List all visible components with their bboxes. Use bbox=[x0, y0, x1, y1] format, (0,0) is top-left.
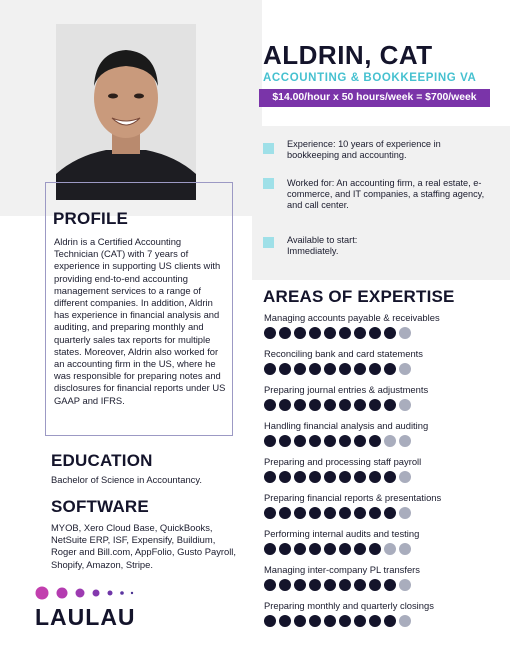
rating-dot-filled bbox=[369, 615, 381, 627]
rating-dot-filled bbox=[354, 327, 366, 339]
rating-dot-filled bbox=[384, 399, 396, 411]
rating-dot-filled bbox=[294, 471, 306, 483]
rating-dot-filled bbox=[294, 435, 306, 447]
rating-dot-filled bbox=[294, 327, 306, 339]
rating-dot-empty bbox=[384, 435, 396, 447]
skill-rating bbox=[264, 363, 411, 375]
fact-experience: Experience: 10 years of experience in bookkeeping and accounting. bbox=[287, 139, 441, 160]
rating-dot-filled bbox=[309, 471, 321, 483]
profile-heading: PROFILE bbox=[53, 209, 129, 228]
rating-dot-filled bbox=[309, 507, 321, 519]
skill-label: Managing inter-company PL transfers bbox=[264, 564, 420, 575]
rating-dot-empty bbox=[399, 399, 411, 411]
rating-dot-filled bbox=[324, 543, 336, 555]
rating-dot-filled bbox=[339, 615, 351, 627]
rating-dot-filled bbox=[309, 543, 321, 555]
rating-dot-filled bbox=[294, 543, 306, 555]
rating-dot-filled bbox=[279, 327, 291, 339]
rating-dot-filled bbox=[324, 615, 336, 627]
fact-worked-for: Worked for: An accounting firm, a real estate, e-commerce, and IT companies, a staffing agency, and call center. bbox=[287, 178, 485, 210]
skill-rating bbox=[264, 543, 411, 555]
rating-dot-filled bbox=[339, 543, 351, 555]
rating-dot-empty bbox=[399, 471, 411, 483]
rating-dot-filled bbox=[369, 579, 381, 591]
expertise-heading: AREAS OF EXPERTISE bbox=[263, 287, 455, 306]
skill-label: Preparing financial reports & presentations bbox=[264, 492, 442, 503]
rating-dot-filled bbox=[264, 579, 276, 591]
rating-dot-filled bbox=[279, 471, 291, 483]
rating-dot-empty bbox=[399, 507, 411, 519]
rating-dot-filled bbox=[384, 615, 396, 627]
rating-dot-empty bbox=[399, 327, 411, 339]
rating-dot-filled bbox=[309, 399, 321, 411]
rating-dot-filled bbox=[369, 435, 381, 447]
rating-dot-filled bbox=[309, 327, 321, 339]
rating-dot-filled bbox=[294, 579, 306, 591]
skill-label: Preparing and processing staff payroll bbox=[264, 456, 422, 467]
rating-dot-empty bbox=[399, 615, 411, 627]
fact-availability: Available to start: Immediately. bbox=[287, 235, 358, 256]
rating-dot-filled bbox=[279, 579, 291, 591]
education-heading: EDUCATION bbox=[51, 451, 153, 470]
rating-dot-filled bbox=[279, 435, 291, 447]
rating-dot-empty bbox=[399, 579, 411, 591]
rating-dot-filled bbox=[279, 543, 291, 555]
skill-rating bbox=[264, 399, 411, 411]
skill-rating bbox=[264, 327, 411, 339]
rating-dot-filled bbox=[354, 579, 366, 591]
fact-bullet-icon bbox=[263, 143, 274, 154]
rating-dot-filled bbox=[339, 327, 351, 339]
rating-dot-filled bbox=[324, 579, 336, 591]
rating-dot-filled bbox=[339, 363, 351, 375]
rating-dot-filled bbox=[264, 435, 276, 447]
rating-dot-filled bbox=[279, 507, 291, 519]
rating-dot-filled bbox=[354, 507, 366, 519]
rating-dot-empty bbox=[384, 543, 396, 555]
rating-dot-filled bbox=[384, 507, 396, 519]
rating-dot-filled bbox=[339, 579, 351, 591]
rating-dot-filled bbox=[324, 399, 336, 411]
rating-dot-filled bbox=[369, 327, 381, 339]
rating-dot-empty bbox=[399, 435, 411, 447]
skill-label: Managing accounts payable & receivables bbox=[264, 312, 440, 323]
rating-dot-filled bbox=[369, 543, 381, 555]
fact-bullet-icon bbox=[263, 237, 274, 248]
rating-dot-empty bbox=[399, 363, 411, 375]
rating-dot-filled bbox=[384, 471, 396, 483]
rating-dot-filled bbox=[384, 327, 396, 339]
rating-dot-filled bbox=[294, 399, 306, 411]
skill-label: Handling financial analysis and auditing bbox=[264, 420, 429, 431]
rating-dot-filled bbox=[309, 363, 321, 375]
rating-dot-filled bbox=[279, 615, 291, 627]
rating-dot-filled bbox=[369, 363, 381, 375]
rating-dot-filled bbox=[324, 435, 336, 447]
profile-text: Aldrin is a Certified Accounting Technician (CAT) with 7 years of experience in supporting US clients with providing end-to-end accounting management services to a range of different companies. In addition, Aldrin has experience in financial analysis and auditing, and preparing monthly and quarterly sales tax reports for multiple states. Moreover, Aldrin also worked for an accounting firm in the US, where he was responsible for preparing notes and disclosures for financial reports under US GAAP and IFRS. bbox=[54, 236, 226, 406]
rating-dot-filled bbox=[354, 471, 366, 483]
skill-rating bbox=[264, 615, 411, 627]
rating-dot-filled bbox=[354, 363, 366, 375]
rating-dot-filled bbox=[264, 327, 276, 339]
software-heading: SOFTWARE bbox=[51, 497, 149, 516]
rating-dot-filled bbox=[279, 399, 291, 411]
skill-label: Preparing monthly and quarterly closings bbox=[264, 600, 434, 611]
rating-dot-filled bbox=[384, 579, 396, 591]
rating-dot-filled bbox=[369, 507, 381, 519]
rating-dot-filled bbox=[264, 543, 276, 555]
rating-dot-filled bbox=[309, 579, 321, 591]
rating-dot-filled bbox=[264, 615, 276, 627]
rating-dot-filled bbox=[354, 543, 366, 555]
rating-dot-filled bbox=[369, 399, 381, 411]
skill-label: Preparing journal entries & adjustments bbox=[264, 384, 429, 395]
rating-dot-filled bbox=[309, 615, 321, 627]
rating-dot-filled bbox=[264, 399, 276, 411]
rating-dot-filled bbox=[294, 363, 306, 375]
rating-dot-filled bbox=[324, 471, 336, 483]
rating-dot-filled bbox=[339, 435, 351, 447]
candidate-role: ACCOUNTING & BOOKKEEPING VA bbox=[263, 72, 477, 84]
rate-banner: $14.00/hour x 50 hours/week = $700/week bbox=[259, 89, 490, 107]
portrait-image bbox=[56, 24, 196, 200]
skill-rating bbox=[264, 435, 411, 447]
profile-photo bbox=[56, 24, 196, 200]
skill-rating bbox=[264, 579, 411, 591]
rating-dot-filled bbox=[264, 471, 276, 483]
company-logo-text: LAULAU bbox=[35, 604, 136, 630]
candidate-name: ALDRIN, CAT bbox=[263, 40, 433, 70]
rating-dot-filled bbox=[324, 327, 336, 339]
rating-dot-filled bbox=[264, 363, 276, 375]
rating-dot-filled bbox=[354, 435, 366, 447]
rating-dot-filled bbox=[354, 399, 366, 411]
rating-dot-filled bbox=[339, 399, 351, 411]
skill-rating bbox=[264, 507, 411, 519]
rating-dot-filled bbox=[309, 435, 321, 447]
rating-dot-empty bbox=[399, 543, 411, 555]
rating-dot-filled bbox=[279, 363, 291, 375]
rating-dot-filled bbox=[354, 615, 366, 627]
rating-dot-filled bbox=[384, 363, 396, 375]
rating-dot-filled bbox=[324, 507, 336, 519]
rating-dot-filled bbox=[294, 615, 306, 627]
rating-dot-filled bbox=[324, 363, 336, 375]
rating-dot-filled bbox=[339, 507, 351, 519]
rating-dot-filled bbox=[339, 471, 351, 483]
skill-rating bbox=[264, 471, 411, 483]
education-text: Bachelor of Science in Accountancy. bbox=[51, 474, 202, 485]
software-text: MYOB, Xero Cloud Base, QuickBooks, NetSuite ERP, ISF, Expensify, Buildium, Roger and Bill.com, AppFolio, Gusto Payroll, Shopify, Amazon, Stripe. bbox=[51, 522, 236, 570]
skill-label: Reconciling bank and card statements bbox=[264, 348, 423, 359]
skill-label: Performing internal audits and testing bbox=[264, 528, 420, 539]
rating-dot-filled bbox=[369, 471, 381, 483]
rating-dot-filled bbox=[264, 507, 276, 519]
logo-dots-icon bbox=[34, 586, 154, 600]
fact-bullet-icon bbox=[263, 178, 274, 189]
rating-dot-filled bbox=[294, 507, 306, 519]
